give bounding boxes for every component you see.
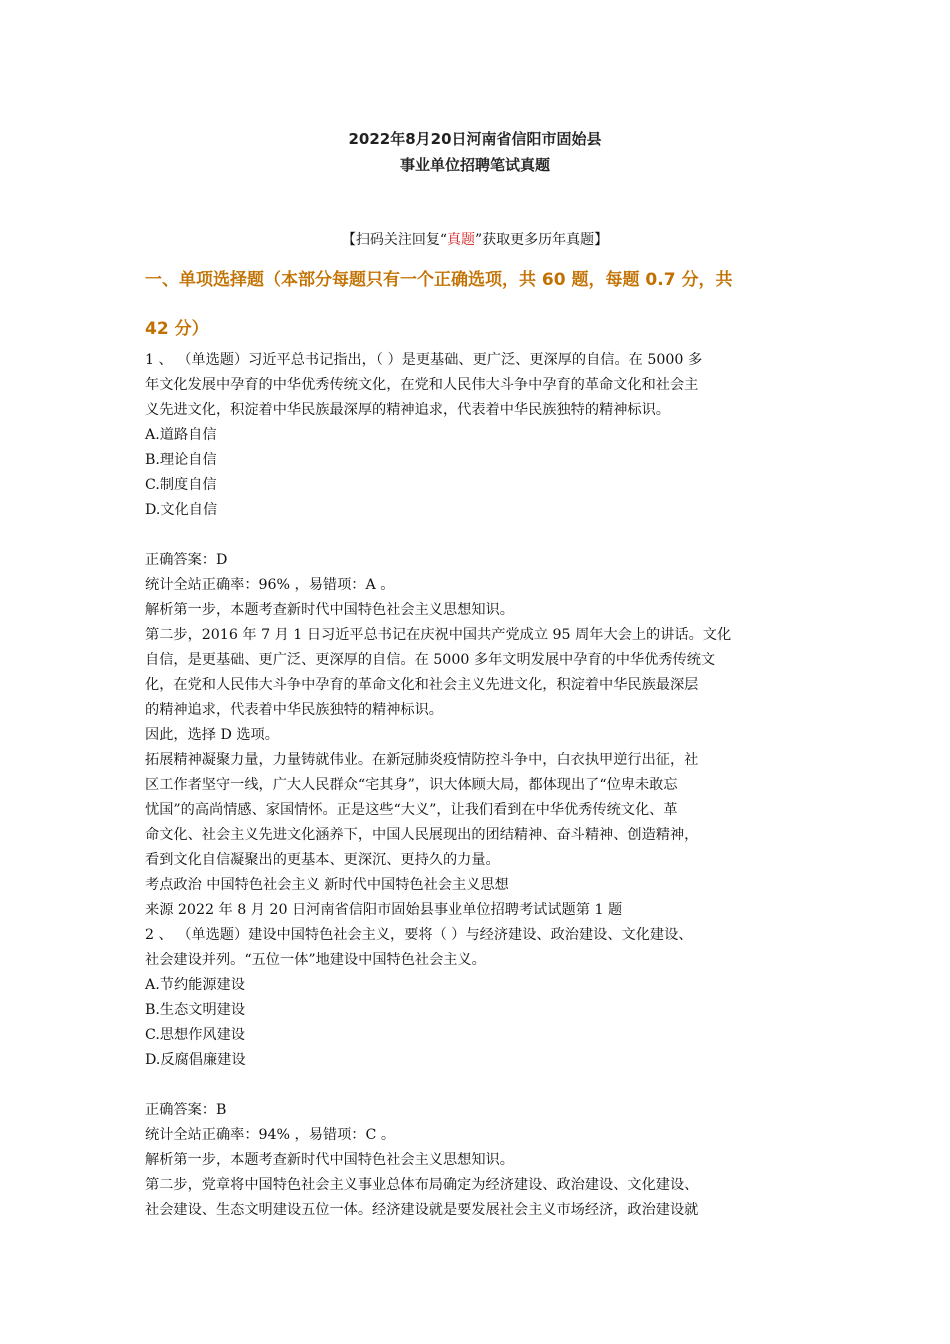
body-line: 正确答案：B	[145, 1102, 227, 1118]
body-line: A.道路自信	[145, 427, 217, 443]
document-title-line-2: 事业单位招聘笔试真题	[399, 156, 550, 174]
body-line: 来源 2022 年 8 月 20 日河南省信阳市固始县事业单位招聘考试试题第 1 题	[145, 902, 623, 918]
blank-line	[145, 1073, 810, 1098]
body-line: D.反腐倡廉建设	[145, 1052, 246, 1068]
body-line: C.思想作风建设	[145, 1027, 245, 1043]
body-line: 区工作者坚守一线，广大人民群众“宅其身”，识大体顾大局，都体现出了“位卑未敢忘	[145, 777, 678, 793]
promo-prefix: 【扫码关注回复“	[341, 232, 447, 248]
body-line: 自信，是更基础、更广泛、更深厚的自信。在 5000 多年文明发展中孕育的中华优秀传统文	[145, 652, 716, 668]
body-line: B.理论自信	[145, 452, 217, 468]
section-heading-line-1: 一、单项选择题（本部分每题只有一个正确选项，共 60 题，每题 0.7 分，共	[145, 270, 733, 290]
body-line: 社会建设、生态文明建设五位一体。经济建设就是要发展社会主义市场经济，政治建设就	[145, 1202, 699, 1218]
body-line: 考点政治 中国特色社会主义 新时代中国特色社会主义思想	[145, 877, 509, 893]
body-line: 第二步，2016 年 7 月 1 日习近平总书记在庆祝中国共产党成立 95 周年大会上的讲话。文化	[145, 627, 732, 643]
document-title-line-1: 2022年8月20日河南省信阳市固始县	[348, 130, 602, 148]
body-line: 因此，选择 D 选项。	[145, 727, 279, 743]
blank-line	[145, 523, 810, 548]
body-line: 拓展精神凝聚力量，力量铸就伟业。在新冠肺炎疫情防控斗争中，白衣执甲逆行出征，社	[145, 752, 699, 768]
body-line: D.文化自信	[145, 502, 218, 518]
body-line: 第二步，党章将中国特色社会主义事业总体布局确定为经济建设、政治建设、文化建设、	[145, 1177, 699, 1193]
body-line: 社会建设并列。“五位一体”地建设中国特色社会主义。	[145, 952, 486, 968]
body-line: 统计全站正确率：94% ，易错项：C 。	[145, 1127, 396, 1143]
body-line: 的精神追求，代表着中华民族独特的精神标识。	[145, 702, 443, 718]
body-line: A.节约能源建设	[145, 977, 245, 993]
promo-suffix: ”获取更多历年真题】	[475, 232, 609, 248]
body-line: 2 、 （单选题）建设中国特色社会主义，要将（ ）与经济建设、政治建设、文化建设、	[145, 927, 693, 943]
body-line: 1 、 （单选题）习近平总书记指出，（ ）是更基础、更广泛、更深厚的自信。在 5000 多	[145, 352, 703, 368]
body-line: 义先进文化，积淀着中华民族最深厚的精神追求，代表着中华民族独特的精神标识。	[145, 402, 670, 418]
body-line: B.生态文明建设	[145, 1002, 246, 1018]
promo-highlight: 真题	[447, 232, 475, 248]
body-line: 解析第一步，本题考查新时代中国特色社会主义思想知识。	[145, 1152, 514, 1168]
body-line: 正确答案：D	[145, 552, 228, 568]
document-body	[145, 348, 810, 1223]
section-heading-line-2: 42 分）	[145, 319, 209, 339]
body-line: 化，在党和人民伟大斗争中孕育的革命文化和社会主义先进文化，积淀着中华民族最深层	[145, 677, 699, 693]
body-line: 解析第一步，本题考查新时代中国特色社会主义思想知识。	[145, 602, 514, 618]
body-line: 看到文化自信凝聚出的更基本、更深沉、更持久的力量。	[145, 852, 500, 868]
body-line: 忧国”的高尚情感、家国情怀。正是这些“大义”，让我们看到在中华优秀传统文化、革	[145, 802, 678, 818]
body-line: 统计全站正确率：96% ，易错项：A 。	[145, 577, 395, 593]
body-line: 年文化发展中孕育的中华优秀传统文化，在党和人民伟大斗争中孕育的革命文化和社会主	[145, 377, 699, 393]
body-line: 命文化、社会主义先进文化涵养下，中国人民展现出的团结精神、奋斗精神、创造精神，	[145, 827, 699, 843]
promo-notice	[0, 229, 950, 249]
body-line: C.制度自信	[145, 477, 217, 493]
